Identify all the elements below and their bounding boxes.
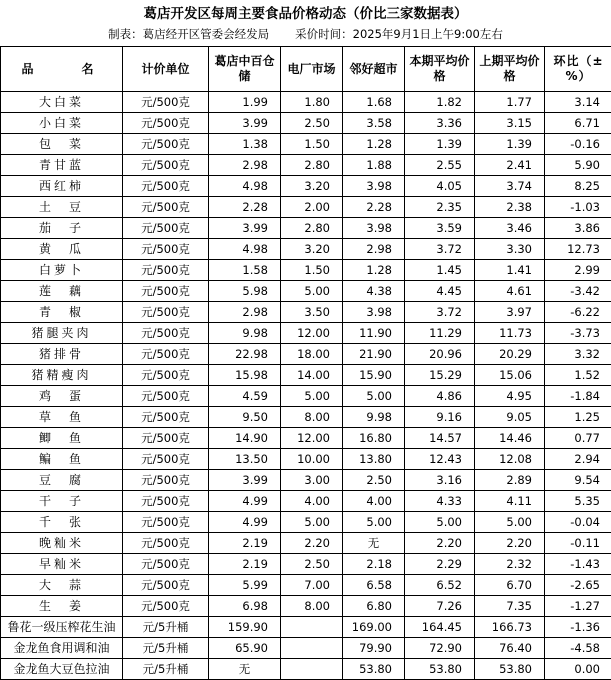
cell-unit: 元/5升桶 [123, 638, 209, 659]
table-row [1, 449, 611, 470]
cell-dianchang-market: 18.00 [281, 344, 343, 365]
cell-linhao-supermarket: 11.90 [343, 323, 405, 344]
cell-unit: 元/500克 [123, 302, 209, 323]
cell-unit: 元/500克 [123, 218, 209, 239]
cell-dianchang-market: 4.00 [281, 491, 343, 512]
cell-product-name: 黄 瓜 [1, 239, 123, 260]
cell-dianchang-market: 2.80 [281, 218, 343, 239]
cell-gedian-zhongbai: 无 [209, 659, 281, 680]
cell-change-percent: 2.99 [545, 260, 611, 281]
cell-change-percent: 1.25 [545, 407, 611, 428]
cell-product-name: 鲫 鱼 [1, 428, 123, 449]
table-row [1, 554, 611, 575]
cell-product-name: 包 菜 [1, 134, 123, 155]
table-row [1, 659, 611, 680]
cell-current-avg-price: 3.59 [405, 218, 475, 239]
cell-linhao-supermarket: 2.98 [343, 239, 405, 260]
cell-dianchang-market: 2.50 [281, 554, 343, 575]
cell-dianchang-market: 3.20 [281, 176, 343, 197]
cell-gedian-zhongbai: 1.38 [209, 134, 281, 155]
cell-current-avg-price: 3.16 [405, 470, 475, 491]
cell-linhao-supermarket: 2.18 [343, 554, 405, 575]
table-body [1, 92, 611, 680]
cell-product-name: 茄 子 [1, 218, 123, 239]
cell-linhao-supermarket: 1.88 [343, 155, 405, 176]
cell-linhao-supermarket: 无 [343, 533, 405, 554]
cell-linhao-supermarket: 1.68 [343, 92, 405, 113]
cell-product-name: 大白菜 [1, 92, 123, 113]
cell-change-percent: -1.43 [545, 554, 611, 575]
cell-dianchang-market: 1.50 [281, 260, 343, 281]
table-header-row [1, 47, 611, 92]
cell-previous-avg-price: 2.89 [475, 470, 545, 491]
table-row [1, 407, 611, 428]
cell-change-percent: 0.00 [545, 659, 611, 680]
cell-previous-avg-price: 5.00 [475, 512, 545, 533]
cell-unit: 元/500克 [123, 92, 209, 113]
cell-current-avg-price: 2.29 [405, 554, 475, 575]
cell-gedian-zhongbai: 159.90 [209, 617, 281, 638]
table-row [1, 281, 611, 302]
cell-linhao-supermarket: 5.00 [343, 386, 405, 407]
cell-previous-avg-price: 15.06 [475, 365, 545, 386]
cell-unit: 元/500克 [123, 197, 209, 218]
cell-gedian-zhongbai: 3.99 [209, 470, 281, 491]
cell-unit: 元/500克 [123, 344, 209, 365]
cell-current-avg-price: 4.45 [405, 281, 475, 302]
cell-dianchang-market: 10.00 [281, 449, 343, 470]
cell-current-avg-price: 1.82 [405, 92, 475, 113]
cell-gedian-zhongbai: 1.58 [209, 260, 281, 281]
cell-gedian-zhongbai: 9.98 [209, 323, 281, 344]
cell-previous-avg-price: 2.20 [475, 533, 545, 554]
cell-current-avg-price: 15.29 [405, 365, 475, 386]
cell-unit: 元/500克 [123, 155, 209, 176]
cell-dianchang-market [281, 617, 343, 638]
table-row [1, 470, 611, 491]
cell-current-avg-price: 72.90 [405, 638, 475, 659]
cell-product-name: 鸡 蛋 [1, 386, 123, 407]
cell-previous-avg-price: 76.40 [475, 638, 545, 659]
cell-gedian-zhongbai: 4.98 [209, 176, 281, 197]
cell-product-name: 青 椒 [1, 302, 123, 323]
cell-linhao-supermarket: 1.28 [343, 134, 405, 155]
cell-unit: 元/5升桶 [123, 659, 209, 680]
cell-unit: 元/500克 [123, 407, 209, 428]
cell-product-name: 生 姜 [1, 596, 123, 617]
cell-change-percent: 8.25 [545, 176, 611, 197]
cell-change-percent: -2.65 [545, 575, 611, 596]
cell-gedian-zhongbai: 22.98 [209, 344, 281, 365]
page-title: 葛店开发区每周主要食品价格动态（价比三家数据表） [0, 0, 611, 27]
cell-previous-avg-price: 9.05 [475, 407, 545, 428]
cell-current-avg-price: 11.29 [405, 323, 475, 344]
cell-previous-avg-price: 4.11 [475, 491, 545, 512]
cell-gedian-zhongbai: 2.28 [209, 197, 281, 218]
cell-product-name: 晚籼米 [1, 533, 123, 554]
cell-current-avg-price: 3.72 [405, 302, 475, 323]
cell-linhao-supermarket: 5.00 [343, 512, 405, 533]
cell-dianchang-market: 1.50 [281, 134, 343, 155]
cell-unit: 元/500克 [123, 260, 209, 281]
table-row [1, 617, 611, 638]
cell-previous-avg-price: 1.39 [475, 134, 545, 155]
cell-current-avg-price: 164.45 [405, 617, 475, 638]
cell-current-avg-price: 3.72 [405, 239, 475, 260]
cell-gedian-zhongbai: 2.19 [209, 554, 281, 575]
cell-current-avg-price: 1.39 [405, 134, 475, 155]
cell-previous-avg-price: 3.30 [475, 239, 545, 260]
cell-gedian-zhongbai: 3.99 [209, 218, 281, 239]
cell-linhao-supermarket: 3.98 [343, 302, 405, 323]
cell-current-avg-price: 53.80 [405, 659, 475, 680]
cell-gedian-zhongbai: 5.99 [209, 575, 281, 596]
table-row [1, 197, 611, 218]
cell-change-percent: 2.94 [545, 449, 611, 470]
cell-product-name: 小白菜 [1, 113, 123, 134]
cell-current-avg-price: 14.57 [405, 428, 475, 449]
cell-product-name: 鲁花一级压榨花生油 [1, 617, 123, 638]
cell-change-percent: -0.16 [545, 134, 611, 155]
cell-linhao-supermarket: 6.58 [343, 575, 405, 596]
cell-product-name: 猪排骨 [1, 344, 123, 365]
cell-dianchang-market: 7.00 [281, 575, 343, 596]
table-row [1, 365, 611, 386]
cell-change-percent: 1.52 [545, 365, 611, 386]
cell-product-name: 千 张 [1, 512, 123, 533]
header-gedian-zhongbai: 葛店中百仓储 [209, 47, 281, 92]
cell-previous-avg-price: 2.41 [475, 155, 545, 176]
cell-previous-avg-price: 12.08 [475, 449, 545, 470]
cell-linhao-supermarket: 79.90 [343, 638, 405, 659]
cell-change-percent: 6.71 [545, 113, 611, 134]
cell-gedian-zhongbai: 2.19 [209, 533, 281, 554]
subheader-compiler: 制表：葛店经开区管委会经发局 [108, 27, 269, 41]
cell-current-avg-price: 4.33 [405, 491, 475, 512]
cell-change-percent: 3.14 [545, 92, 611, 113]
cell-current-avg-price: 2.55 [405, 155, 475, 176]
cell-unit: 元/500克 [123, 512, 209, 533]
header-previous-avg-price: 上期平均价格 [475, 47, 545, 92]
cell-unit: 元/5升桶 [123, 617, 209, 638]
cell-current-avg-price: 1.45 [405, 260, 475, 281]
price-table [0, 46, 611, 680]
table-row [1, 491, 611, 512]
cell-previous-avg-price: 14.46 [475, 428, 545, 449]
cell-product-name: 青甘蓝 [1, 155, 123, 176]
cell-unit: 元/500克 [123, 365, 209, 386]
cell-dianchang-market: 2.50 [281, 113, 343, 134]
cell-dianchang-market: 8.00 [281, 407, 343, 428]
cell-unit: 元/500克 [123, 113, 209, 134]
cell-gedian-zhongbai: 5.98 [209, 281, 281, 302]
cell-change-percent: -3.42 [545, 281, 611, 302]
cell-change-percent: -0.11 [545, 533, 611, 554]
cell-change-percent: -1.27 [545, 596, 611, 617]
subheader [0, 27, 611, 46]
cell-current-avg-price: 4.86 [405, 386, 475, 407]
cell-unit: 元/500克 [123, 575, 209, 596]
cell-current-avg-price: 12.43 [405, 449, 475, 470]
cell-linhao-supermarket: 3.98 [343, 176, 405, 197]
cell-previous-avg-price: 20.29 [475, 344, 545, 365]
cell-change-percent: 0.77 [545, 428, 611, 449]
cell-gedian-zhongbai: 4.98 [209, 239, 281, 260]
cell-current-avg-price: 20.96 [405, 344, 475, 365]
cell-previous-avg-price: 1.77 [475, 92, 545, 113]
cell-current-avg-price: 6.52 [405, 575, 475, 596]
cell-change-percent: -6.22 [545, 302, 611, 323]
cell-gedian-zhongbai: 6.98 [209, 596, 281, 617]
cell-previous-avg-price: 11.73 [475, 323, 545, 344]
cell-dianchang-market: 2.00 [281, 197, 343, 218]
cell-previous-avg-price: 2.32 [475, 554, 545, 575]
header-dianchang-market: 电厂市场 [281, 47, 343, 92]
cell-current-avg-price: 2.35 [405, 197, 475, 218]
cell-previous-avg-price: 4.95 [475, 386, 545, 407]
cell-previous-avg-price: 2.38 [475, 197, 545, 218]
cell-linhao-supermarket: 169.00 [343, 617, 405, 638]
cell-dianchang-market: 2.80 [281, 155, 343, 176]
subheader-collect-time: 采价时间：2025年9月1日上午9:00左右 [295, 27, 503, 41]
cell-current-avg-price: 4.05 [405, 176, 475, 197]
cell-gedian-zhongbai: 2.98 [209, 155, 281, 176]
cell-dianchang-market [281, 659, 343, 680]
cell-dianchang-market: 12.00 [281, 428, 343, 449]
cell-previous-avg-price: 3.46 [475, 218, 545, 239]
table-row [1, 260, 611, 281]
table-row [1, 344, 611, 365]
cell-gedian-zhongbai: 9.50 [209, 407, 281, 428]
table-row [1, 239, 611, 260]
cell-product-name: 金龙鱼食用调和油 [1, 638, 123, 659]
cell-previous-avg-price: 4.61 [475, 281, 545, 302]
cell-previous-avg-price: 53.80 [475, 659, 545, 680]
cell-change-percent: 5.35 [545, 491, 611, 512]
cell-dianchang-market: 1.80 [281, 92, 343, 113]
cell-gedian-zhongbai: 4.99 [209, 491, 281, 512]
cell-dianchang-market: 5.00 [281, 512, 343, 533]
cell-current-avg-price: 7.26 [405, 596, 475, 617]
cell-unit: 元/500克 [123, 533, 209, 554]
cell-linhao-supermarket: 3.58 [343, 113, 405, 134]
cell-change-percent: 9.54 [545, 470, 611, 491]
cell-unit: 元/500克 [123, 428, 209, 449]
table-row [1, 92, 611, 113]
cell-unit: 元/500克 [123, 596, 209, 617]
cell-previous-avg-price: 3.15 [475, 113, 545, 134]
cell-unit: 元/500克 [123, 176, 209, 197]
cell-product-name: 大 蒜 [1, 575, 123, 596]
cell-product-name: 干 子 [1, 491, 123, 512]
cell-previous-avg-price: 7.35 [475, 596, 545, 617]
table-row [1, 323, 611, 344]
cell-linhao-supermarket: 9.98 [343, 407, 405, 428]
cell-linhao-supermarket: 4.00 [343, 491, 405, 512]
cell-previous-avg-price: 1.41 [475, 260, 545, 281]
cell-gedian-zhongbai: 15.98 [209, 365, 281, 386]
cell-unit: 元/500克 [123, 491, 209, 512]
cell-dianchang-market: 3.20 [281, 239, 343, 260]
cell-gedian-zhongbai: 4.99 [209, 512, 281, 533]
cell-change-percent: 3.86 [545, 218, 611, 239]
cell-unit: 元/500克 [123, 554, 209, 575]
cell-current-avg-price: 5.00 [405, 512, 475, 533]
cell-previous-avg-price: 6.70 [475, 575, 545, 596]
cell-unit: 元/500克 [123, 281, 209, 302]
cell-current-avg-price: 9.16 [405, 407, 475, 428]
cell-linhao-supermarket: 2.50 [343, 470, 405, 491]
cell-product-name: 草 鱼 [1, 407, 123, 428]
cell-linhao-supermarket: 53.80 [343, 659, 405, 680]
cell-product-name: 金龙鱼大豆色拉油 [1, 659, 123, 680]
cell-dianchang-market: 5.00 [281, 281, 343, 302]
cell-product-name: 西红柿 [1, 176, 123, 197]
cell-product-name: 早籼米 [1, 554, 123, 575]
table-row [1, 176, 611, 197]
cell-dianchang-market: 12.00 [281, 323, 343, 344]
cell-linhao-supermarket: 1.28 [343, 260, 405, 281]
table-row [1, 386, 611, 407]
cell-change-percent: -1.84 [545, 386, 611, 407]
cell-linhao-supermarket: 2.28 [343, 197, 405, 218]
cell-linhao-supermarket: 13.80 [343, 449, 405, 470]
table-row [1, 512, 611, 533]
cell-dianchang-market: 14.00 [281, 365, 343, 386]
cell-gedian-zhongbai: 4.59 [209, 386, 281, 407]
cell-product-name: 土 豆 [1, 197, 123, 218]
cell-change-percent: -0.04 [545, 512, 611, 533]
cell-gedian-zhongbai: 1.99 [209, 92, 281, 113]
table-row [1, 575, 611, 596]
cell-dianchang-market: 8.00 [281, 596, 343, 617]
cell-previous-avg-price: 3.74 [475, 176, 545, 197]
header-current-avg-price: 本期平均价格 [405, 47, 475, 92]
cell-unit: 元/500克 [123, 470, 209, 491]
cell-gedian-zhongbai: 13.50 [209, 449, 281, 470]
cell-linhao-supermarket: 21.90 [343, 344, 405, 365]
cell-unit: 元/500克 [123, 239, 209, 260]
cell-product-name: 豆 腐 [1, 470, 123, 491]
cell-product-name: 白萝卜 [1, 260, 123, 281]
header-unit: 计价单位 [123, 47, 209, 92]
cell-product-name: 猪腿夹肉 [1, 323, 123, 344]
header-product-name: 品 名 [1, 47, 123, 92]
table-row [1, 596, 611, 617]
cell-unit: 元/500克 [123, 134, 209, 155]
cell-linhao-supermarket: 15.90 [343, 365, 405, 386]
cell-unit: 元/500克 [123, 323, 209, 344]
cell-gedian-zhongbai: 3.99 [209, 113, 281, 134]
cell-product-name: 鳊 鱼 [1, 449, 123, 470]
cell-linhao-supermarket: 3.98 [343, 218, 405, 239]
cell-change-percent: -3.73 [545, 323, 611, 344]
cell-dianchang-market: 3.50 [281, 302, 343, 323]
cell-gedian-zhongbai: 14.90 [209, 428, 281, 449]
cell-unit: 元/500克 [123, 386, 209, 407]
table-row [1, 113, 611, 134]
table-row [1, 134, 611, 155]
cell-product-name: 莲 藕 [1, 281, 123, 302]
cell-dianchang-market: 5.00 [281, 386, 343, 407]
cell-product-name: 猪精瘦肉 [1, 365, 123, 386]
header-change-percent: 环比（±%） [545, 47, 611, 92]
cell-unit: 元/500克 [123, 449, 209, 470]
table-row [1, 533, 611, 554]
cell-current-avg-price: 3.36 [405, 113, 475, 134]
cell-previous-avg-price: 166.73 [475, 617, 545, 638]
table-row [1, 218, 611, 239]
cell-change-percent: 5.90 [545, 155, 611, 176]
cell-change-percent: 12.73 [545, 239, 611, 260]
cell-change-percent: 3.32 [545, 344, 611, 365]
cell-dianchang-market [281, 638, 343, 659]
cell-current-avg-price: 2.20 [405, 533, 475, 554]
header-linhao-supermarket: 邻好超市 [343, 47, 405, 92]
cell-dianchang-market: 3.00 [281, 470, 343, 491]
cell-linhao-supermarket: 6.80 [343, 596, 405, 617]
cell-previous-avg-price: 3.97 [475, 302, 545, 323]
table-row [1, 155, 611, 176]
table-row [1, 638, 611, 659]
cell-gedian-zhongbai: 65.90 [209, 638, 281, 659]
cell-linhao-supermarket: 4.38 [343, 281, 405, 302]
cell-linhao-supermarket: 16.80 [343, 428, 405, 449]
table-row [1, 428, 611, 449]
table-row [1, 302, 611, 323]
cell-gedian-zhongbai: 2.98 [209, 302, 281, 323]
cell-change-percent: -1.03 [545, 197, 611, 218]
cell-dianchang-market: 2.20 [281, 533, 343, 554]
cell-change-percent: -1.36 [545, 617, 611, 638]
cell-change-percent: -4.58 [545, 638, 611, 659]
